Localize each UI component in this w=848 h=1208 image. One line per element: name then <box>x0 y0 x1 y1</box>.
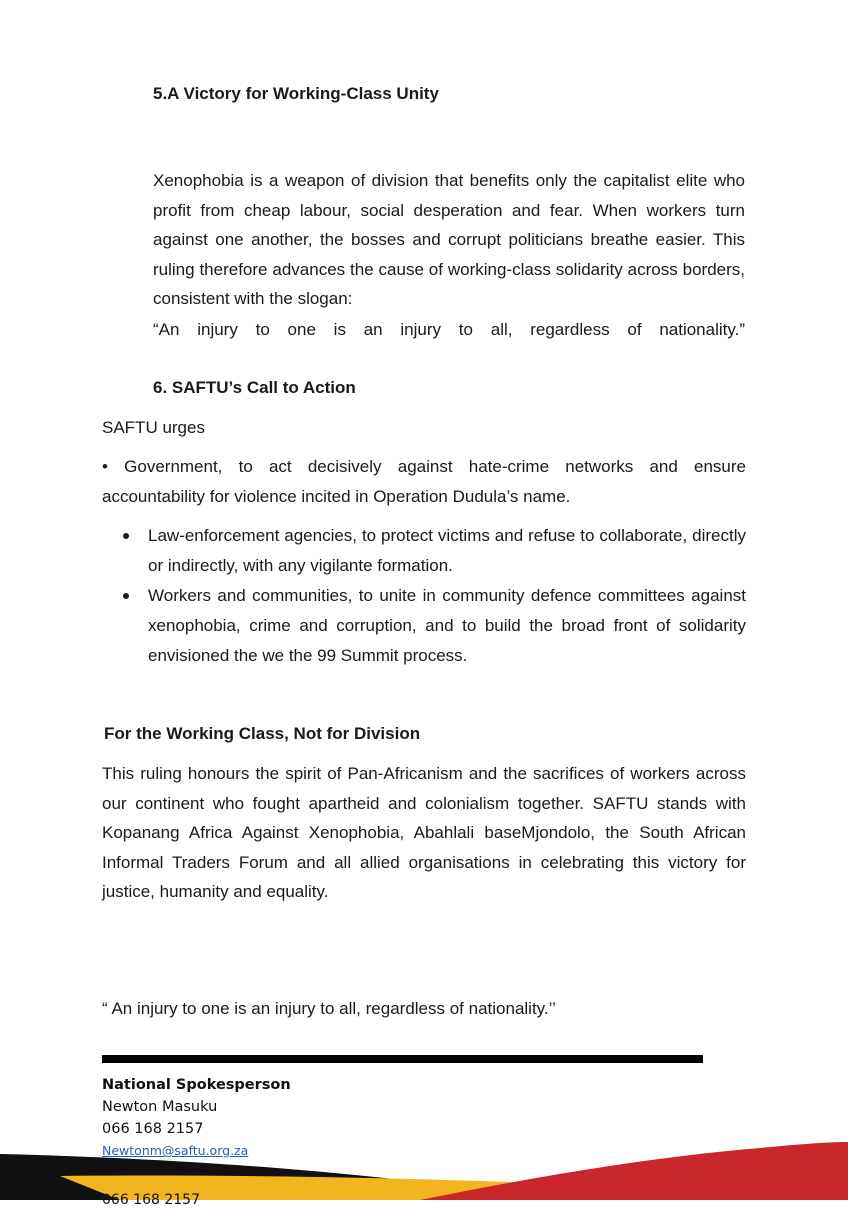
section-5-slogan: “An injury to one is an injury to all, regardless of nationality.” <box>153 320 745 339</box>
contact-email-link[interactable]: Newtonm@saftu.org.za <box>102 1143 249 1158</box>
section-6-heading: 6. SAFTU’s Call to Action <box>153 378 356 397</box>
contact-phone: 066 168 2157 <box>102 1121 204 1137</box>
list-item <box>102 521 746 581</box>
list-item <box>102 581 746 671</box>
list-item-text: Workers and communities, to unite in community defence committees against xenophobia, crime and corruption, and to build the broad front of solidarity envisioned the we the 99 Summit process. <box>148 586 746 665</box>
action-bullet-list <box>102 521 746 671</box>
section-6-intro: SAFTU urges <box>102 418 205 437</box>
closing-quote: “ An injury to one is an injury to all, regardless of nationality.’’ <box>102 999 556 1018</box>
closing-paragraph: This ruling honours the spirit of Pan-Africanism and the sacrifices of workers across our continent who fought apartheid and colonialism together. SAFTU stands with Kopanang Africa Against Xenophobia, Abahlali baseMjondolo, the South African Informal Traders Forum and all allied organisations in celebrating this victory for justice, humanity and equality. <box>102 764 746 901</box>
section-5-heading: 5.A Victory for Working-Class Unity <box>153 84 439 103</box>
bullet-icon <box>123 533 129 539</box>
bullet-icon <box>123 593 129 599</box>
cut-off-phone-text: 066 168 2157 <box>102 1192 200 1208</box>
contact-title: National Spokesperson <box>102 1077 291 1093</box>
section-5-paragraph: Xenophobia is a weapon of division that benefits only the capitalist elite who profit from cheap labour, social desperation and fear. When workers turn against one another, the bosses and corrupt politicians breathe easier. This ruling therefore advances the cause of working-class solidarity across borders, consistent with the slogan: <box>153 171 745 308</box>
divider <box>102 1055 703 1063</box>
list-item-text: Law-enforcement agencies, to protect victims and refuse to collaborate, directly or indirectly, with any vigilante formation. <box>148 526 746 575</box>
contact-name: Newton Masuku <box>102 1099 218 1115</box>
footer-swoosh-graphic <box>0 1140 848 1200</box>
government-item: • Government, to act decisively against hate-crime networks and ensure accountability for violence incited in Operation Dudula’s name. <box>102 457 746 506</box>
closing-heading: For the Working Class, Not for Division <box>104 724 421 743</box>
footer-red-band <box>420 1142 848 1200</box>
